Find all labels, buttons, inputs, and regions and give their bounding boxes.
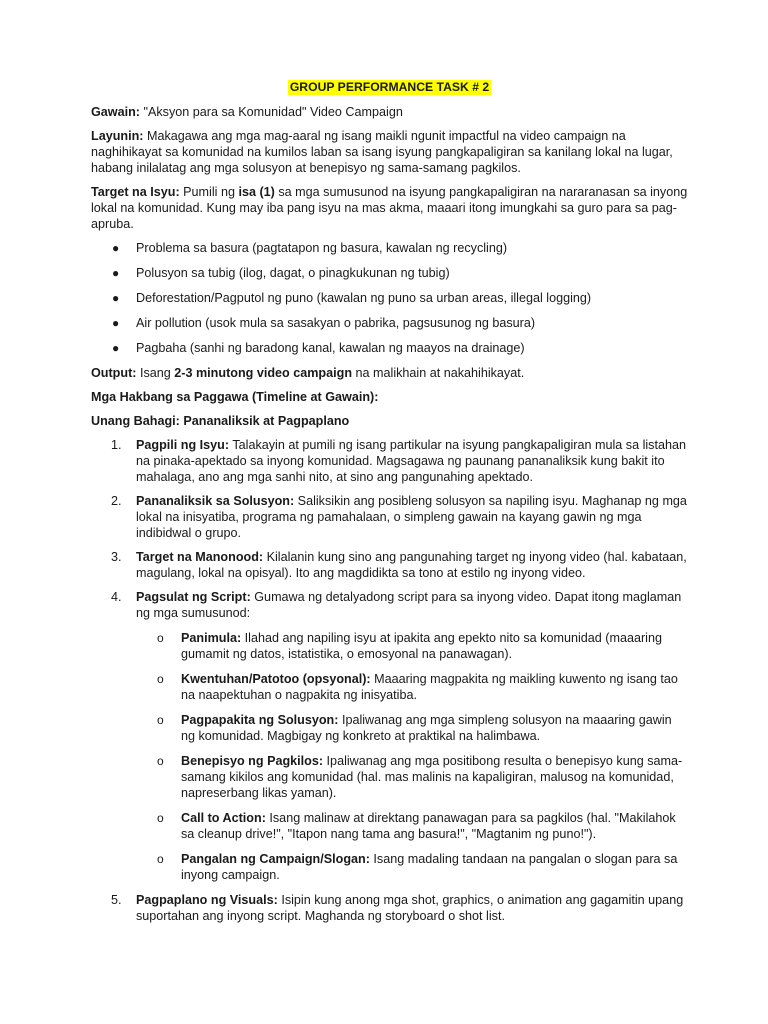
sub-list-item bbox=[136, 753, 688, 801]
gawain-label: Gawain: bbox=[91, 105, 140, 119]
gawain-text: "Aksyon para sa Komunidad" Video Campaign bbox=[140, 105, 403, 119]
step-label: Pananaliksik sa Solusyon: bbox=[136, 494, 295, 508]
bullet-icon: ● bbox=[112, 316, 120, 330]
step-number: 4. bbox=[111, 590, 122, 604]
step-label: Pagpaplano ng Visuals: bbox=[136, 893, 278, 907]
list-item bbox=[91, 290, 688, 306]
script-elements-list bbox=[136, 630, 688, 883]
step-text: Kilalanin kung sino ang pangunahing target ng inyong video (hal. kabataan, magulang, lokal na opisyal). Ito ang magdidikta sa tono at estilo ng inyong video. bbox=[136, 550, 687, 580]
unang-bahagi-heading-text: Unang Bahagi: Pananaliksik at Pagpaplano bbox=[91, 414, 350, 428]
step-label: Pagpili ng Isyu: bbox=[136, 438, 230, 452]
title-row bbox=[91, 79, 688, 95]
step-text: Gumawa ng detalyadong script para sa inyong video. Dapat itong maglaman ng mga sumusunod: bbox=[136, 590, 682, 620]
sub-text: Isang madaling tandaan na pangalan o slogan para sa inyong campaign. bbox=[181, 852, 678, 882]
step-number: 2. bbox=[111, 494, 122, 508]
hakbang-heading-text: Mga Hakbang sa Paggawa (Timeline at Gawain): bbox=[91, 390, 379, 404]
target-isyu-text-1: Pumili ng bbox=[179, 185, 239, 199]
sub-label: Pangalan ng Campaign/Slogan: bbox=[181, 852, 370, 866]
step-text: Talakayin at pumili ng isang partikular na isyung pangkapaligiran mula sa listahan na pinaka-apektado sa inyong komunidad. Magsagawa ng paunang pananaliksik kung bakit ito mahalaga, ano ang mga sanhi nito, at sino ang pangunahing apektado. bbox=[136, 438, 686, 484]
step-item bbox=[91, 493, 688, 541]
step-label: Pagsulat ng Script: bbox=[136, 590, 251, 604]
sub-label: Panimula: bbox=[181, 631, 242, 645]
sub-text: Isang malinaw at direktang panawagan para sa pagkilos (hal. "Makilahok sa cleanup drive!", "Itapon nang tama ang basura!", "Magtanim ng puno!"). bbox=[181, 811, 676, 841]
issue-text: Pagbaha (sanhi ng baradong kanal, kawalan ng maayos na drainage) bbox=[136, 341, 525, 355]
sub-text: Maaaring magpakita ng maikling kuwento ng isang tao na naapektuhan o nagpakita ng inisyatiba. bbox=[181, 672, 678, 702]
target-isyu-label: Target na Isyu: bbox=[91, 185, 180, 199]
output-label: Output: bbox=[91, 366, 137, 380]
sub-list-item bbox=[136, 851, 688, 883]
sub-label: Pagpapakita ng Solusyon: bbox=[181, 713, 339, 727]
sub-label: Kwentuhan/Patotoo (opsyonal): bbox=[181, 672, 371, 686]
circle-bullet-icon: o bbox=[157, 852, 164, 866]
step-number: 1. bbox=[111, 438, 122, 452]
step-number: 3. bbox=[111, 550, 122, 564]
target-isyu-bold: isa (1) bbox=[238, 185, 275, 199]
document-title: GROUP PERFORMANCE TASK # 2 bbox=[289, 80, 490, 94]
sub-text: Ilahad ang napiling isyu at ipakita ang epekto nito sa komunidad (maaaring gumamit ng datos, istatistika, o emosyonal na panawagan). bbox=[181, 631, 662, 661]
output-text-2: na malikhain at nakahihikayat. bbox=[352, 366, 525, 380]
step-number: 5. bbox=[111, 893, 122, 907]
list-item bbox=[91, 265, 688, 281]
step-text: Isipin kung anong mga shot, graphics, o animation ang gagamitin upang suportahan ang inyong script. Maghanda ng storyboard o shot list. bbox=[136, 893, 684, 923]
output-text-1: Isang bbox=[136, 366, 175, 380]
gawain-paragraph bbox=[91, 104, 688, 120]
bullet-icon: ● bbox=[112, 341, 120, 355]
unang-bahagi-heading bbox=[91, 413, 688, 429]
sub-list-item bbox=[136, 630, 688, 662]
layunin-paragraph bbox=[91, 128, 688, 176]
sub-list-item bbox=[136, 671, 688, 703]
circle-bullet-icon: o bbox=[157, 754, 164, 768]
sub-text: Ipaliwanag ang mga simpleng solusyon na maaaring gawin ng komunidad. Magbigay ng konkreto at praktikal na halimbawa. bbox=[181, 713, 672, 743]
layunin-text: Makagawa ang mga mag-aaral ng isang maikli ngunit impactful na video campaign na naghihikayat sa komunidad na kumilos laban sa isang isyung pangkapaligiran sa kanilang lokal na lugar, habang inilalatag ang mga solusyon at benepisyo ng sama-samang pagkilos. bbox=[91, 129, 673, 175]
sub-label: Benepisyo ng Pagkilos: bbox=[181, 754, 324, 768]
circle-bullet-icon: o bbox=[157, 672, 164, 686]
bullet-icon: ● bbox=[112, 241, 120, 255]
step-item bbox=[91, 437, 688, 485]
sub-label: Call to Action: bbox=[181, 811, 266, 825]
step-item bbox=[91, 589, 688, 883]
hakbang-heading bbox=[91, 389, 688, 405]
sub-list-item bbox=[136, 810, 688, 842]
target-isyu-text-2: sa mga sumusunod na isyung pangkapaligiran na nararanasan sa inyong lokal na komunidad. Kung may iba pang isyu na mas akma, maaari itong imungkahi sa guro para sa pag-apruba. bbox=[91, 185, 688, 231]
output-bold: 2-3 minutong video campaign bbox=[174, 366, 353, 380]
issue-text: Problema sa basura (pagtatapon ng basura, kawalan ng recycling) bbox=[136, 241, 508, 255]
sub-list-item bbox=[136, 712, 688, 744]
steps-list bbox=[91, 437, 688, 924]
step-item bbox=[91, 892, 688, 924]
issue-text: Polusyon sa tubig (ilog, dagat, o pinagkukunan ng tubig) bbox=[136, 266, 450, 280]
circle-bullet-icon: o bbox=[157, 631, 164, 645]
step-item bbox=[91, 549, 688, 581]
step-text: Saliksikin ang posibleng solusyon sa napiling isyu. Maghanap ng mga lokal na inisyatiba, programa ng pamahalaan, o simpleng gawain na kayang gawin ng mga indibidwal o grupo. bbox=[136, 494, 687, 540]
issue-list bbox=[91, 240, 688, 356]
issue-text: Deforestation/Pagputol ng puno (kawalan ng puno sa urban areas, illegal logging) bbox=[136, 291, 592, 305]
circle-bullet-icon: o bbox=[157, 811, 164, 825]
bullet-icon: ● bbox=[112, 291, 120, 305]
list-item bbox=[91, 315, 688, 331]
bullet-icon: ● bbox=[112, 266, 120, 280]
output-paragraph bbox=[91, 365, 688, 381]
issue-text: Air pollution (usok mula sa sasakyan o pabrika, pagsusunog ng basura) bbox=[136, 316, 536, 330]
list-item bbox=[91, 240, 688, 256]
layunin-label: Layunin: bbox=[91, 129, 144, 143]
circle-bullet-icon: o bbox=[157, 713, 164, 727]
target-isyu-paragraph bbox=[91, 184, 688, 232]
step-label: Target na Manonood: bbox=[136, 550, 264, 564]
list-item bbox=[91, 340, 688, 356]
sub-text: Ipaliwanag ang mga positibong resulta o benepisyo kung sama-samang kikilos ang komunidad (hal. mas malinis na kapaligiran, malusog na komunidad, napreserbang likas yaman). bbox=[181, 754, 683, 800]
